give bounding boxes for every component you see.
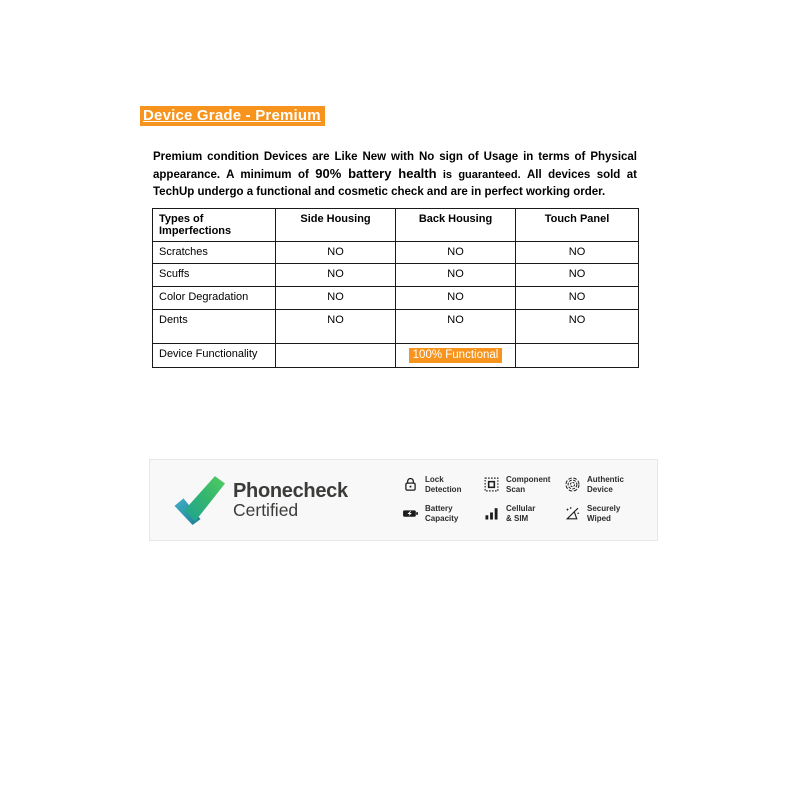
page-title: Device Grade - Premium <box>140 106 325 126</box>
feature-lock-detection <box>402 475 483 500</box>
row-label: Device Functionality <box>153 344 276 368</box>
table-cell <box>516 344 639 368</box>
table-cell: NO <box>516 242 639 264</box>
table-cell: NO <box>276 242 396 264</box>
table-cell <box>276 344 396 368</box>
table-cell: NO <box>396 264 516 287</box>
brand-subtitle: Certified <box>233 500 299 520</box>
feature-label: Lock Detection <box>425 475 462 495</box>
column-header: Types of Imperfections <box>153 209 276 242</box>
feature-cellular-sim <box>483 504 564 529</box>
functional-status-badge: 100% Functional <box>409 348 503 363</box>
table-cell: NO <box>516 264 639 287</box>
component-scan-icon <box>483 476 500 493</box>
feature-authentic-device <box>564 475 654 500</box>
table-row <box>153 310 639 344</box>
feature-label: Component Scan <box>506 475 551 495</box>
page-title-block <box>140 106 325 126</box>
feature-label: Authentic Device <box>587 475 624 495</box>
certification-features <box>402 475 654 529</box>
table-cell: NO <box>516 310 639 344</box>
table-cell: NO <box>276 287 396 310</box>
battery-icon <box>402 505 419 522</box>
grade-description <box>153 148 637 201</box>
column-header: Touch Panel <box>516 209 639 242</box>
feature-label: Cellular & SIM <box>506 504 536 524</box>
feature-label: Battery Capacity <box>425 504 459 524</box>
row-label: Dents <box>153 310 276 344</box>
brand-text <box>233 481 348 520</box>
table-row-device-functionality <box>153 344 639 368</box>
table-cell <box>396 344 516 368</box>
phonecheck-logo <box>173 473 348 525</box>
lock-icon <box>402 476 419 493</box>
description-segment: All devices sold at TechUp undergo a functional and cosmetic check and are in perfect working order. <box>153 168 637 198</box>
wipe-icon <box>564 505 581 522</box>
feature-component-scan <box>483 475 564 500</box>
table-cell: NO <box>396 242 516 264</box>
table-cell: NO <box>396 287 516 310</box>
table-row <box>153 287 639 310</box>
table-header-row <box>153 209 639 242</box>
table-cell: NO <box>276 264 396 287</box>
imperfections-table <box>152 208 639 368</box>
feature-battery-capacity <box>402 504 483 529</box>
checkmark-icon <box>173 475 227 525</box>
description-segment: Premium condition Devices are Like New with No sign of Usage in terms of Physical appearance. A minimum of <box>153 151 637 181</box>
feature-securely-wiped <box>564 504 654 529</box>
row-label: Scratches <box>153 242 276 264</box>
row-label: Scuffs <box>153 264 276 287</box>
description-segment-battery: 90% battery health <box>315 165 437 181</box>
feature-label: Securely Wiped <box>587 504 621 524</box>
table-cell: NO <box>276 310 396 344</box>
brand-name: Phonecheck <box>233 480 348 502</box>
table-row <box>153 242 639 264</box>
table-cell: NO <box>516 287 639 310</box>
row-label: Color Degradation <box>153 287 276 310</box>
column-header: Back Housing <box>396 209 516 242</box>
phonecheck-certified-badge <box>149 459 658 541</box>
table-cell: NO <box>396 310 516 344</box>
column-header: Side Housing <box>276 209 396 242</box>
description-segment: is guaranteed. <box>436 168 527 181</box>
table-row <box>153 264 639 287</box>
cellular-icon <box>483 505 500 522</box>
fingerprint-icon <box>564 476 581 493</box>
